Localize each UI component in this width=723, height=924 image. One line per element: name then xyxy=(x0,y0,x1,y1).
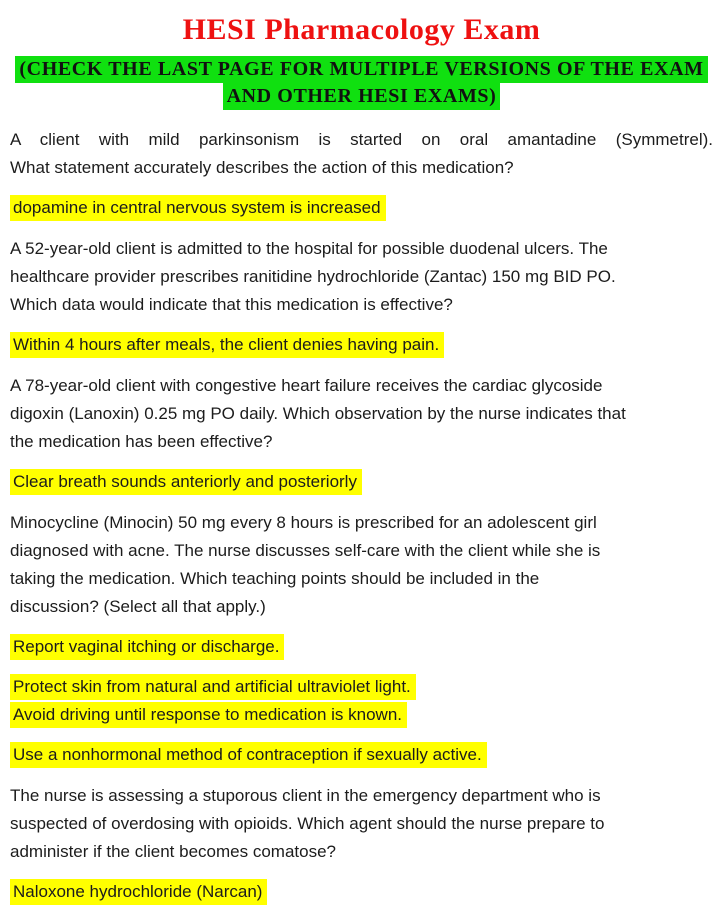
question-paragraph xyxy=(10,782,713,866)
question-line: digoxin (Lanoxin) 0.25 mg PO daily. Which observation by the nurse indicates that xyxy=(10,404,626,423)
document-body xyxy=(10,126,713,905)
answer-block xyxy=(10,634,713,660)
answer-highlight: Report vaginal itching or discharge. xyxy=(10,634,284,660)
answer-line xyxy=(10,332,713,358)
question-line: healthcare provider prescribes ranitidine hydrochloride (Zantac) 150 mg BID PO. xyxy=(10,267,616,286)
question-line: A 52-year-old client is admitted to the hospital for possible duodenal ulcers. The xyxy=(10,239,608,258)
answer-highlight: Use a nonhormonal method of contraception if sexually active. xyxy=(10,742,487,768)
answer-line xyxy=(10,469,713,495)
question-line: discussion? (Select all that apply.) xyxy=(10,597,266,616)
question-line: taking the medication. Which teaching points should be included in the xyxy=(10,569,540,588)
question-paragraph xyxy=(10,372,713,456)
answer-line xyxy=(10,634,713,660)
answer-block xyxy=(10,742,713,768)
answer-highlight: Avoid driving until response to medication is known. xyxy=(10,702,407,728)
question-paragraph xyxy=(10,235,713,319)
question-line: Which data would indicate that this medication is effective? xyxy=(10,295,453,314)
answer-highlight: Naloxone hydrochloride (Narcan) xyxy=(10,879,267,905)
question-line: A client with mild parkinsonism is started on oral amantadine (Symmetrel). xyxy=(10,130,713,149)
question-line: The nurse is assessing a stuporous client in the emergency department who is xyxy=(10,786,601,805)
answer-block xyxy=(10,879,713,905)
question-line: Minocycline (Minocin) 50 mg every 8 hours is prescribed for an adolescent girl xyxy=(10,513,597,532)
answer-highlight: Protect skin from natural and artificial ultraviolet light. xyxy=(10,674,416,700)
question-paragraph xyxy=(10,126,713,182)
answer-line xyxy=(10,702,713,728)
banner-line xyxy=(10,56,713,83)
answer-line xyxy=(10,879,713,905)
banner-highlight: (CHECK THE LAST PAGE FOR MULTIPLE VERSIONS OF THE EXAM xyxy=(15,56,707,83)
question-line: What statement accurately describes the action of this medication? xyxy=(10,158,514,177)
question-line: A 78-year-old client with congestive heart failure receives the cardiac glycoside xyxy=(10,376,603,395)
question-line: diagnosed with acne. The nurse discusses self-care with the client while she is xyxy=(10,541,601,560)
answer-highlight: dopamine in central nervous system is increased xyxy=(10,195,386,221)
answer-block xyxy=(10,195,713,221)
answer-block xyxy=(10,674,713,728)
answer-line xyxy=(10,195,713,221)
answer-block xyxy=(10,469,713,495)
answer-highlight: Within 4 hours after meals, the client denies having pain. xyxy=(10,332,444,358)
question-line: administer if the client becomes comatose? xyxy=(10,842,336,861)
answer-block xyxy=(10,332,713,358)
answer-line xyxy=(10,674,713,700)
question-line: the medication has been effective? xyxy=(10,432,273,451)
answer-line xyxy=(10,742,713,768)
question-line: suspected of overdosing with opioids. Which agent should the nurse prepare to xyxy=(10,814,605,833)
answer-highlight: Clear breath sounds anteriorly and posteriorly xyxy=(10,469,362,495)
page-title: HESI Pharmacology Exam xyxy=(182,13,541,46)
banner-highlight: AND OTHER HESI EXAMS) xyxy=(223,83,501,110)
question-paragraph xyxy=(10,509,713,621)
banner-line xyxy=(10,83,713,110)
exam-notice-banner xyxy=(10,56,713,110)
